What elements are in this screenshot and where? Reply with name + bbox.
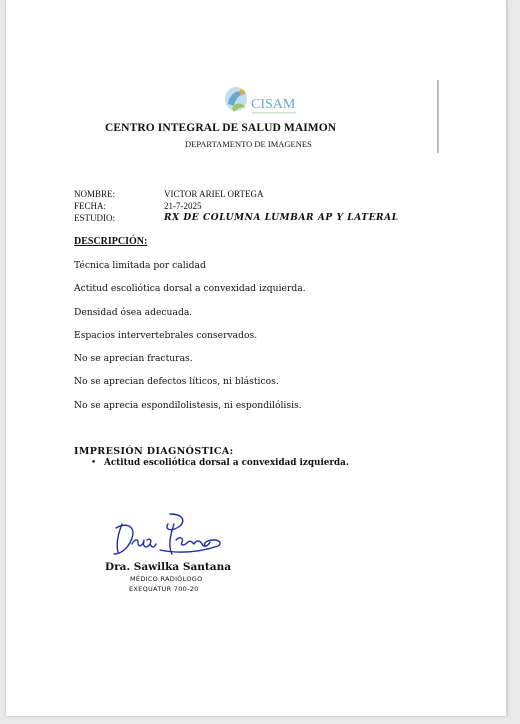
impression-title: IMPRESIÓN DIAGNÓSTICA: (74, 446, 234, 457)
findings-list (74, 260, 306, 423)
name-value: VICTOR ARIEL ORTEGA (164, 189, 264, 199)
description-title: DESCRIPCIÓN: (74, 236, 148, 247)
patient-info (74, 188, 399, 224)
study-value: RX DE COLUMNA LUMBAR AP Y LATERAL (164, 213, 399, 223)
finding-item: Actitud escoliótica dorsal a convexidad izquierda. (74, 283, 306, 295)
finding-item: No se aprecian fracturas. (74, 353, 193, 365)
header-divider (437, 80, 439, 153)
svg-text:CISAM: CISAM (251, 97, 296, 112)
name-row (74, 188, 399, 200)
organization-name: CENTRO INTEGRAL DE SALUD MAIMON (105, 122, 337, 134)
signature-role: MÉDICO RADIÓLOGO (130, 575, 203, 583)
cisam-logo (216, 82, 302, 122)
date-row (74, 200, 399, 212)
impression-list (74, 458, 349, 468)
impression-text: Actitud escoliótica dorsal a convexidad izquierda. (104, 458, 349, 468)
signature-exequatur: EXEQUATUR 700-20 (129, 585, 199, 593)
bullet-icon: • (91, 458, 97, 468)
study-row (74, 212, 399, 224)
finding-item: Densidad ósea adecuada. (74, 306, 193, 318)
finding-item: No se aprecia espondilolistesis, ni espondilólisis. (74, 399, 302, 411)
date-label: FECHA: (74, 201, 107, 211)
name-label: NOMBRE: (74, 189, 116, 199)
signature-name: Dra. Sawilka Santana (105, 561, 231, 573)
finding-item: Técnica limitada por calidad (74, 260, 206, 271)
study-label: ESTUDIO: (74, 213, 115, 223)
signature-image (110, 510, 225, 560)
finding-item: No se aprecian defectos líticos, ni blásticos. (74, 376, 279, 388)
document-page (6, 0, 507, 716)
date-value: 21-7-2025 (164, 201, 202, 211)
finding-item: Espacios intervertebrales conservados. (74, 329, 258, 341)
department-name: DEPARTAMENTO DE IMAGENES (185, 139, 312, 149)
impression-item (74, 458, 349, 468)
